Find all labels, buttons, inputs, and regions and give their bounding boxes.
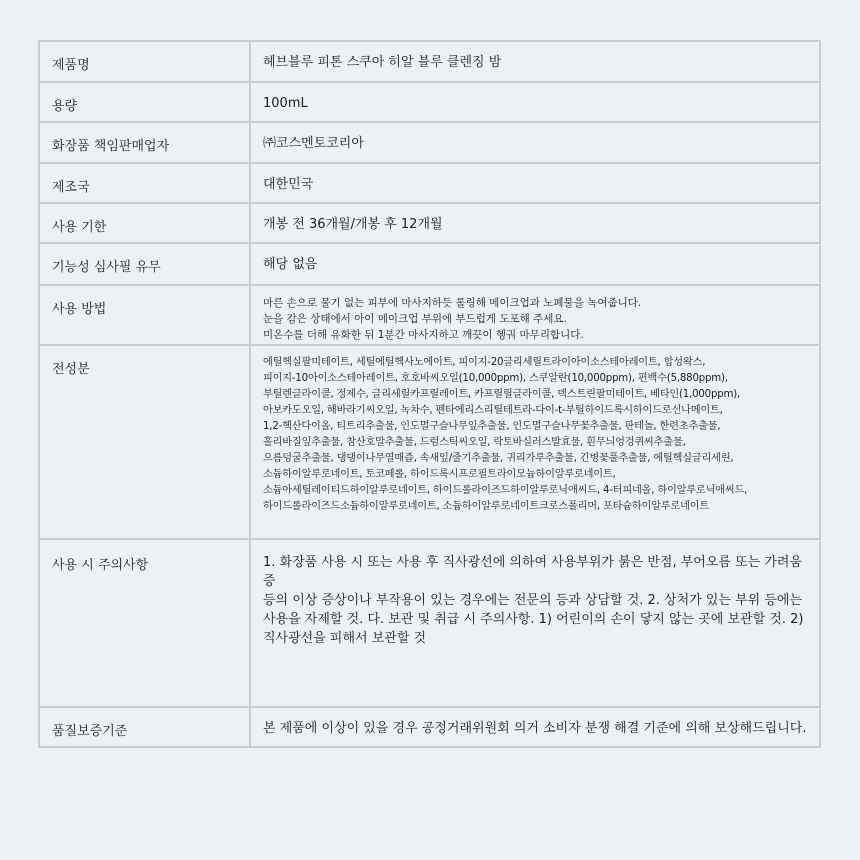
label-responsible-seller: 화장품 책임판매업자 <box>39 122 250 163</box>
label-quality-standard: 품질보증기준 <box>39 707 250 747</box>
ingredient-line: 홀리바질잎추출물, 참산호말추출물, 드럼스틱씨오일, 락토바실러스발효물, 흰무늬엉겅퀴씨추출물, <box>263 437 686 448</box>
value-cautions <box>250 539 820 707</box>
label-country: 제조국 <box>39 163 250 203</box>
usage-line: 미온수를 더해 유화한 뒤 1분간 마사지하고 깨끗이 헹궈 마무리합니다. <box>263 329 584 341</box>
value-product-name: 헤브블루 피톤 스쿠아 히알 블루 클렌징 밤 <box>250 41 820 82</box>
label-functional-review: 기능성 심사필 유무 <box>39 243 250 285</box>
label-ingredients: 전성분 <box>39 345 250 539</box>
row-volume <box>39 82 820 122</box>
caution-line: 직사광선을 피해서 보관할 것 <box>263 631 427 646</box>
caution-line: 등의 이상 증상이나 부작용이 있는 경우에는 전문의 등과 상담할 것. 2. 상처가 있는 부위 등에는 <box>263 593 803 608</box>
ingredient-line: 하이드롤라이즈드소듐하이알루로네이트, 소듐하이알루로네이트크로스폴리머, 포타슘하이알루로네이트 <box>263 501 709 512</box>
label-expiry: 사용 기한 <box>39 203 250 243</box>
row-cautions <box>39 539 820 707</box>
ingredient-line: 에틸헥실팔미테이트, 세틸에틸헥사노에이트, 피이지-20글리세릴트라이아이소스테아레이트, 합성왁스, <box>263 357 706 368</box>
caution-line: 사용을 자제할 것. 다. 보관 및 취급 시 주의사항. 1) 어린이의 손이 닿지 않는 곳에 보관할 것. 2) <box>263 612 804 627</box>
label-volume: 용량 <box>39 82 250 122</box>
value-functional-review: 해당 없음 <box>250 243 820 285</box>
usage-line: 마른 손으로 물기 없는 피부에 마사지하듯 롤링해 메이크업과 노폐물을 녹여줍니다. <box>263 297 642 309</box>
value-expiry: 개봉 전 36개월/개봉 후 12개월 <box>250 203 820 243</box>
row-usage <box>39 285 820 345</box>
label-usage: 사용 방법 <box>39 285 250 345</box>
row-expiry <box>39 203 820 243</box>
row-ingredients <box>39 345 820 539</box>
usage-line: 눈을 감은 상태에서 아이 메이크업 부위에 부드럽게 도포해 주세요. <box>263 313 567 325</box>
row-functional-review <box>39 243 820 285</box>
row-responsible-seller <box>39 122 820 163</box>
ingredient-line: 1,2-헥산다이올, 티트리추출물, 인도멀구슬나무잎추출물, 인도멀구슬나무꽃추출물, 판테놀, 한련초추출물, <box>263 421 721 432</box>
product-info-table <box>38 40 821 748</box>
value-quality-standard: 본 제품에 이상이 있을 경우 공정거래위원회 의거 소비자 분쟁 해결 기준에 의해 보상해드립니다. <box>250 707 820 747</box>
ingredient-line: 피이지-10아이소스테아레이트, 호호바씨오일(10,000ppm), 스쿠알란(10,000ppm), 편백수(5,880ppm), <box>263 373 728 384</box>
caution-line: 1. 화장품 사용 시 또는 사용 후 직사광선에 의하여 사용부위가 붉은 반점, 부어오름 또는 가려움증 <box>263 555 803 589</box>
row-country <box>39 163 820 203</box>
label-product-name: 제품명 <box>39 41 250 82</box>
ingredient-line: 으름덩굴추출물, 댕댕이나무열매즙, 속새잎/줄기추출물, 귀리가루추출물, 긴병꽃풀추출물, 에틸헥실글리세린, <box>263 453 734 464</box>
ingredient-line: 아보카도오일, 해바라기씨오일, 녹차수, 펜타에리스리틸테트라-다이-t-부틸하이드록시하이드로신나메이트, <box>263 405 723 416</box>
ingredient-line: 소듐하이알루로네이트, 토코페롤, 하이드록시프로필트라이모늄하이알루로네이트, <box>263 469 616 480</box>
value-ingredients <box>250 345 820 539</box>
ingredient-line: 부틸렌글라이콜, 정제수, 글리세릴카프릴레이트, 카프릴릴글라이콜, 덱스트린팔미테이트, 베타인(1,000ppm), <box>263 389 741 400</box>
label-cautions: 사용 시 주의사항 <box>39 539 250 707</box>
row-product-name <box>39 41 820 82</box>
value-volume: 100mL <box>250 82 820 122</box>
value-country: 대한민국 <box>250 163 820 203</box>
row-quality-standard <box>39 707 820 747</box>
value-responsible-seller: ㈜코스멘토코리아 <box>250 122 820 163</box>
ingredient-line: 소듐아세틸레이티드하이알루로네이트, 하이드롤라이즈드하이알루로닉애씨드, 4-터피네올, 하이알루로닉애씨드, <box>263 485 748 496</box>
value-usage <box>250 285 820 345</box>
